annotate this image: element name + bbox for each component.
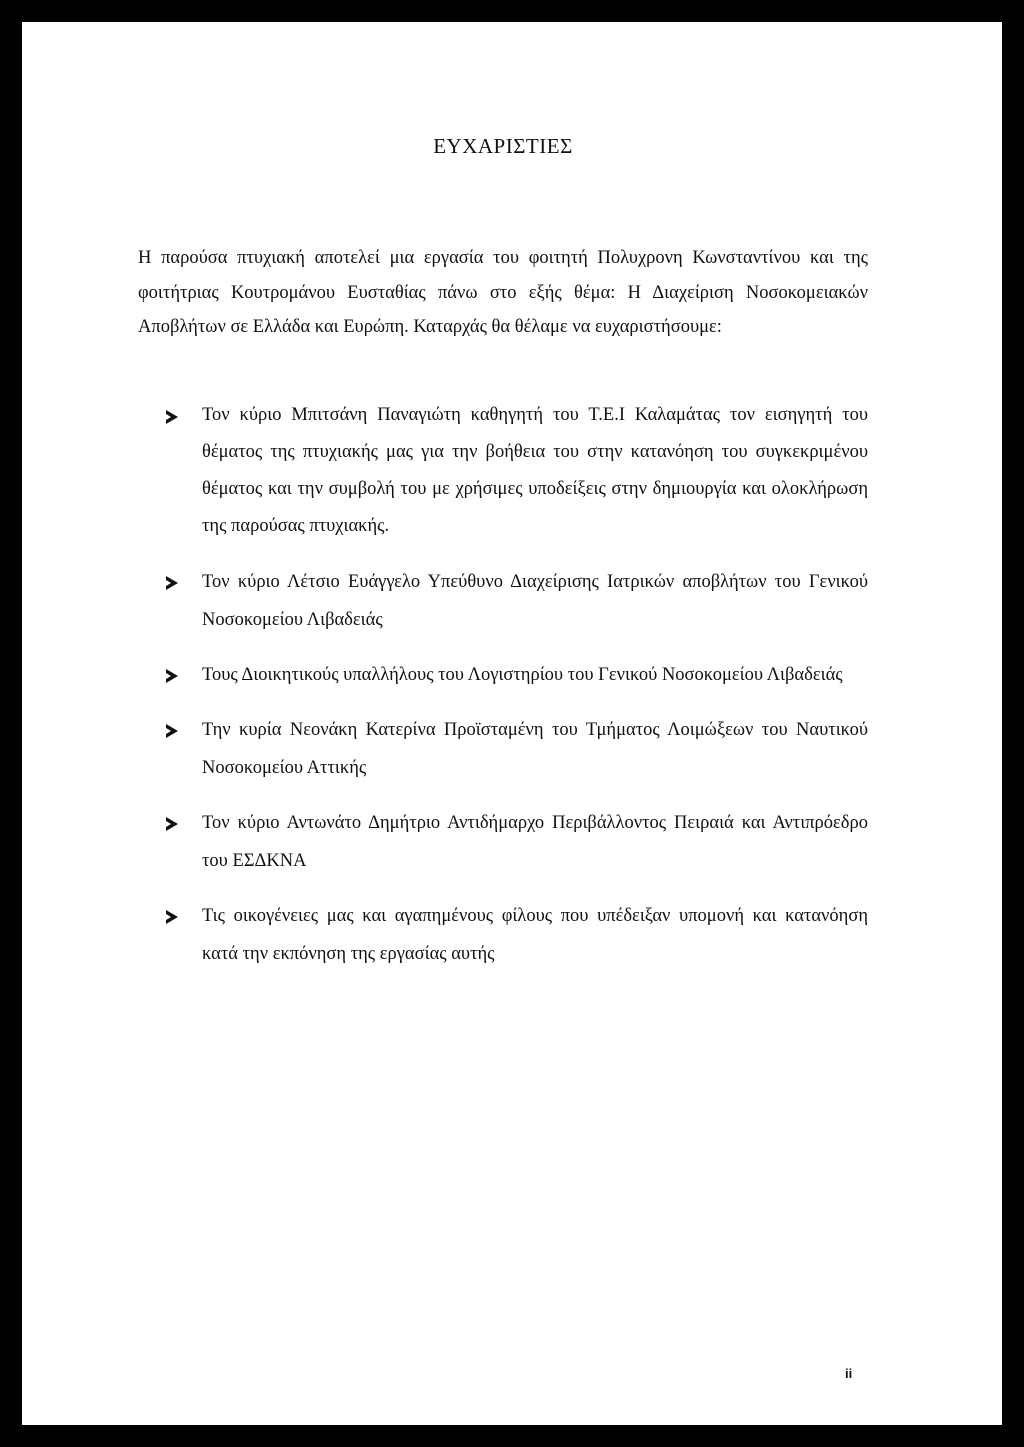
arrow-bullet-icon bbox=[166, 910, 178, 924]
intro-paragraph: Η παρούσα πτυχιακή αποτελεί μια εργασία του φοιτητή Πολυχρονη Κωνσταντίνου και της φοιτήτριας Κουτρομάνου Ευσταθίας πάνω στο εξής θέμα: Η Διαχείριση Νοσοκομειακών Αποβλήτων σε Ελλάδα και Ευρώπη. Καταρχάς θα θέλαμε να ευχαριστήσουμε: bbox=[138, 248, 868, 337]
list-item-text: Τον κύριο Αντωνάτο Δημήτριο Αντιδήμαρχο Περιβάλλοντος Πειραιά και Αντιπρόεδρο του ΕΣΔΚΝΑ bbox=[202, 813, 868, 871]
list-item-text: Την κυρία Νεονάκη Κατερίνα Προϊσταμένη του Τμήματος Λοιμώξεων του Ναυτικού Νοσοκομείου Αττικής bbox=[202, 720, 868, 778]
arrow-bullet-icon bbox=[166, 576, 178, 590]
acknowledgements-list bbox=[138, 397, 868, 990]
list-item-text: Τον κύριο Μπιτσάνη Παναγιώτη καθηγητή του Τ.Ε.Ι Καλαμάτας τον εισηγητή του θέματος της πτυχιακής μας για την βοήθεια του στην κατανόηση του συγκεκριμένου θέματος και την συμβολή του με χρήσιμες υποδείξεις στην δημιουργία και ολοκλήρωση της παρούσας πτυχιακής. bbox=[202, 405, 868, 536]
arrow-bullet-icon bbox=[166, 817, 178, 831]
list-item bbox=[138, 563, 868, 639]
list-item bbox=[138, 804, 868, 880]
list-item bbox=[138, 897, 868, 973]
list-item bbox=[138, 711, 868, 787]
page-title: ΕΥΧΑΡΙΣΤΙΕΣ bbox=[433, 134, 573, 158]
list-item-text: Τις οικογένειες μας και αγαπημένους φίλους που υπέδειξαν υπομονή και κατανόηση κατά την εκπόνηση της εργασίας αυτής bbox=[202, 906, 868, 964]
list-item bbox=[138, 656, 868, 694]
list-item bbox=[138, 397, 868, 545]
document-page bbox=[22, 22, 1002, 1425]
arrow-bullet-icon bbox=[166, 724, 178, 738]
list-item-text: Τον κύριο Λέτσιο Ευάγγελο Υπεύθυνο Διαχείρισης Ιατρικών αποβλήτων του Γενικού Νοσοκομείου Λιβαδειάς bbox=[202, 572, 868, 630]
list-item-text: Τους Διοικητικούς υπαλλήλους του Λογιστηρίου του Γενικού Νοσοκομείου Λιβαδειάς bbox=[202, 665, 843, 685]
arrow-bullet-icon bbox=[166, 410, 178, 424]
page-number: ii bbox=[845, 1366, 853, 1381]
arrow-bullet-icon bbox=[166, 669, 178, 683]
